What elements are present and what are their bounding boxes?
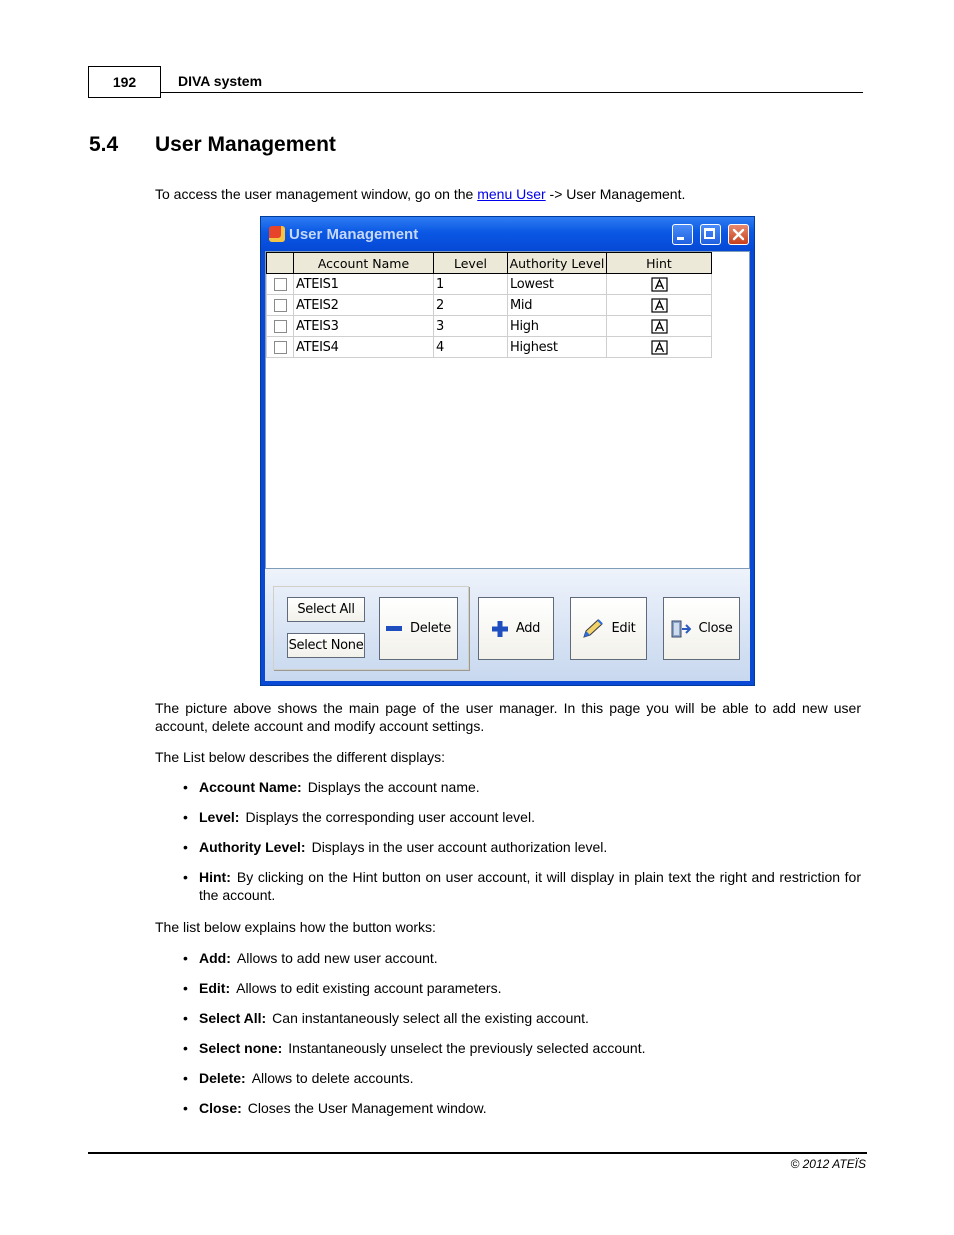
list-item	[183, 1099, 861, 1117]
table-row[interactable]	[267, 295, 712, 316]
list-item-desc: Displays in the user account authorization level.	[311, 839, 608, 855]
intro-text-before: To access the user management window, go on the	[155, 186, 478, 202]
authority-level-cell: Mid	[508, 295, 607, 316]
table-row[interactable]	[267, 316, 712, 337]
text-hint-icon[interactable]	[651, 298, 668, 313]
list-item	[183, 808, 861, 826]
select-none-button[interactable]: Select None	[287, 633, 365, 658]
column-header-authority-level[interactable]: Authority Level	[508, 253, 607, 274]
list-item	[183, 949, 861, 967]
description-paragraph: The picture above shows the main page of the user manager. In this page you will be able to add new user account, delete account and modify account settings.	[155, 700, 861, 734]
authority-level-cell: Highest	[508, 337, 607, 358]
displays-list	[183, 778, 861, 904]
list-item	[183, 868, 861, 904]
account-name-cell: ATEIS4	[294, 337, 434, 358]
account-name-cell: ATEIS1	[294, 274, 434, 295]
row-checkbox-cell	[267, 337, 294, 358]
account-name-cell: ATEIS2	[294, 295, 434, 316]
close-window-button[interactable]	[728, 224, 749, 245]
row-checkbox[interactable]	[274, 278, 287, 291]
list-item-desc: Allows to delete accounts.	[251, 1070, 414, 1086]
level-cell: 1	[434, 274, 508, 295]
account-name-cell: ATEIS3	[294, 316, 434, 337]
intro-paragraph	[155, 185, 685, 203]
add-button[interactable]	[478, 597, 554, 660]
column-header-level[interactable]: Level	[434, 253, 508, 274]
displays-list-intro: The List below describes the different displays:	[155, 749, 446, 765]
list-item	[183, 1009, 861, 1027]
window-titlebar[interactable]	[261, 217, 754, 251]
list-item	[183, 979, 861, 997]
minimize-button[interactable]	[672, 224, 693, 245]
select-all-button[interactable]: Select All	[287, 597, 365, 622]
row-checkbox-cell	[267, 295, 294, 316]
list-item-desc: Displays the account name.	[307, 779, 480, 795]
list-item-desc: Instantaneously unselect the previously selected account.	[288, 1040, 646, 1056]
list-item-desc: By clicking on the Hint button on user account, it will display in plain text the right and restriction for the account.	[199, 869, 861, 903]
list-item-term: Add:	[199, 950, 231, 966]
hint-cell	[607, 295, 712, 316]
list-item-term: Account Name:	[199, 779, 302, 795]
close-button[interactable]	[663, 597, 740, 660]
account-table	[266, 252, 712, 358]
authority-level-cell: Lowest	[508, 274, 607, 295]
text-hint-icon[interactable]	[651, 319, 668, 334]
edit-button-label: Edit	[611, 621, 636, 636]
row-checkbox[interactable]	[274, 320, 287, 333]
list-item-term: Hint:	[199, 869, 231, 885]
list-item-term: Delete:	[199, 1070, 246, 1086]
door-exit-icon	[671, 620, 691, 638]
hint-cell	[607, 337, 712, 358]
delete-button-label: Delete	[410, 621, 451, 636]
list-item-desc: Allows to edit existing account parameters.	[236, 980, 502, 996]
list-item-term: Level:	[199, 809, 240, 825]
pen-icon	[582, 619, 604, 639]
row-checkbox[interactable]	[274, 341, 287, 354]
list-item-desc: Can instantaneously select all the existing account.	[272, 1010, 589, 1026]
row-checkbox[interactable]	[274, 299, 287, 312]
level-cell: 2	[434, 295, 508, 316]
footer-rule	[88, 1152, 867, 1154]
list-item	[183, 778, 861, 796]
list-item	[183, 838, 861, 856]
hint-cell	[607, 316, 712, 337]
hint-cell	[607, 274, 712, 295]
button-panel	[265, 569, 750, 681]
column-header-hint[interactable]: Hint	[607, 253, 712, 274]
list-item	[183, 1069, 861, 1087]
maximize-button[interactable]	[700, 224, 721, 245]
table-row[interactable]	[267, 274, 712, 295]
row-checkbox-cell	[267, 274, 294, 295]
table-row[interactable]	[267, 337, 712, 358]
delete-button[interactable]	[379, 597, 458, 660]
list-item-desc: Allows to add new user account.	[236, 950, 438, 966]
list-item-term: Authority Level:	[199, 839, 306, 855]
column-header-account-name[interactable]: Account Name	[294, 253, 434, 274]
user-management-window	[260, 216, 755, 686]
list-item-term: Close:	[199, 1100, 242, 1116]
window-client-area	[265, 251, 750, 681]
header-rule	[161, 92, 863, 93]
list-item-term: Select none:	[199, 1040, 283, 1056]
intro-text-after: -> User Management.	[545, 186, 686, 202]
checkbox-column-header	[267, 253, 294, 274]
close-button-label: Close	[698, 621, 733, 636]
add-button-label: Add	[515, 621, 541, 636]
section-number: 5.4	[89, 133, 119, 156]
account-list[interactable]	[265, 251, 750, 569]
list-item-desc: Displays the corresponding user account level.	[245, 809, 535, 825]
level-cell: 3	[434, 316, 508, 337]
menu-user-link[interactable]: menu User	[477, 186, 546, 202]
text-hint-icon[interactable]	[651, 277, 668, 292]
table-header-row	[267, 253, 712, 274]
list-item-term: Edit:	[199, 980, 231, 996]
text-hint-icon[interactable]	[651, 340, 668, 355]
row-checkbox-cell	[267, 316, 294, 337]
close-icon	[732, 228, 745, 241]
level-cell: 4	[434, 337, 508, 358]
window-title: User Management	[289, 226, 419, 243]
buttons-list-intro: The list below explains how the button works:	[155, 919, 436, 935]
edit-button[interactable]	[570, 597, 647, 660]
list-item	[183, 1039, 861, 1057]
list-item-desc: Closes the User Management window.	[247, 1100, 487, 1116]
section-title: User Management	[155, 133, 336, 156]
copyright: © 2012 ATEÏS	[790, 1157, 866, 1171]
page-number: 192	[88, 66, 161, 98]
document-title: DIVA system	[178, 73, 263, 89]
buttons-list	[183, 949, 861, 1117]
minus-icon	[386, 626, 402, 632]
list-item-term: Select All:	[199, 1010, 267, 1026]
authority-level-cell: High	[508, 316, 607, 337]
plus-icon	[492, 621, 508, 637]
app-icon	[269, 226, 285, 242]
